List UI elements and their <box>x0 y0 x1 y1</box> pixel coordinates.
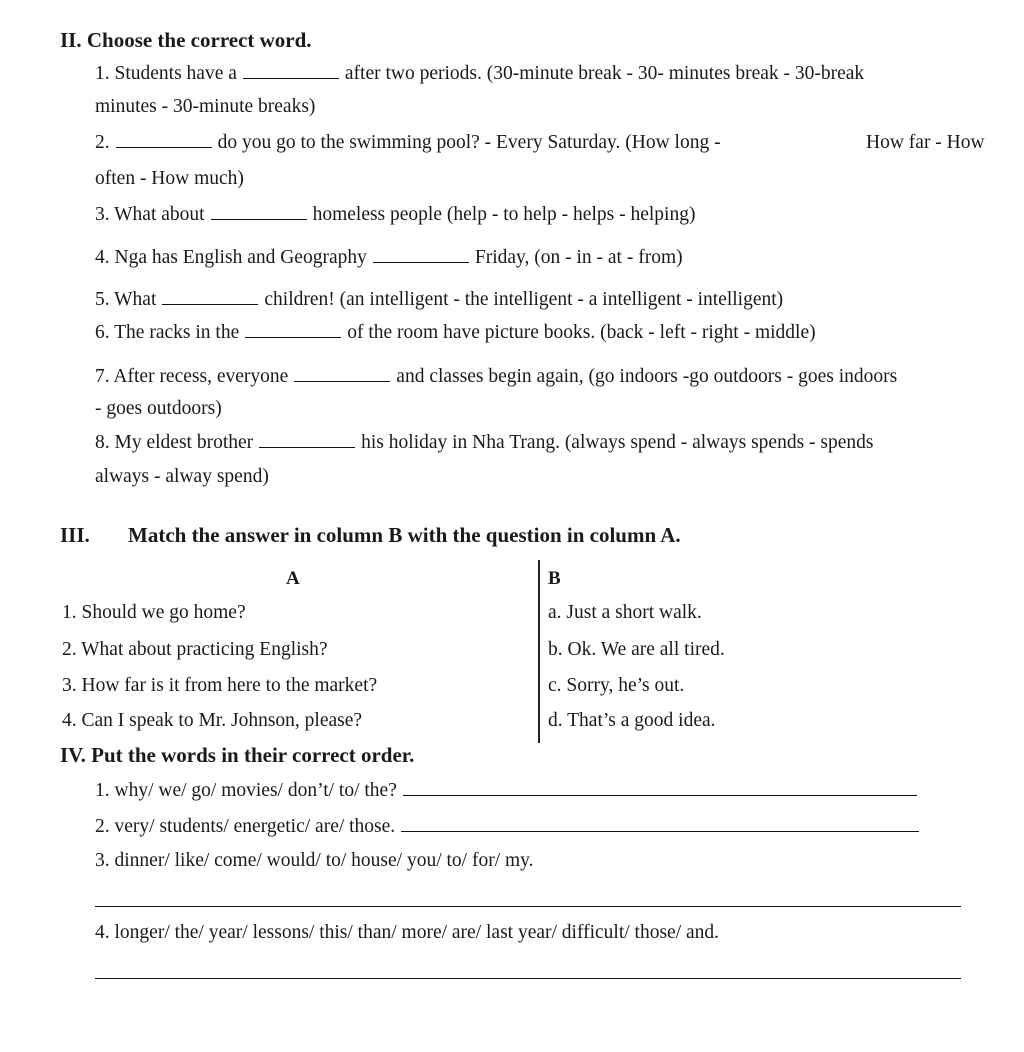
question-1-line-1 <box>95 63 864 85</box>
question-8-start: 8. My eldest brother <box>95 432 254 453</box>
question-5-end: children! (an intelligent - the intelligent - a intelligent - intelligent) <box>264 289 784 310</box>
question-6-start: 6. The racks in the <box>95 322 240 343</box>
question-4-start: 4. Nga has English and Geography <box>95 247 367 268</box>
question-4 <box>95 247 683 269</box>
question-2-text: do you go to the swimming pool? - Every Saturday. (How long - <box>217 132 721 153</box>
question-3-start: 3. What about <box>95 204 205 225</box>
answer-blank-4[interactable] <box>373 261 469 263</box>
column-b-item: a. Just a short walk. <box>548 602 702 623</box>
question-6 <box>95 322 816 344</box>
column-b-item: c. Sorry, he’s out. <box>548 675 685 696</box>
reorder-words-2: 2. very/ students/ energetic/ are/ those. <box>95 816 396 837</box>
reorder-item-3: 3. dinner/ like/ come/ would/ to/ house/ you/ to/ for/ my. <box>95 850 534 871</box>
question-2-number: 2. <box>95 132 110 153</box>
answer-line-3[interactable] <box>95 906 961 907</box>
question-2-line-2: often - How much) <box>95 168 244 189</box>
column-a-item: 2. What about practicing English? <box>62 639 328 660</box>
answer-blank-6[interactable] <box>245 336 341 338</box>
column-a-item: 3. How far is it from here to the market? <box>62 675 378 696</box>
question-2-line-1 <box>95 132 721 154</box>
column-b-item: b. Ok. We are all tired. <box>548 639 725 660</box>
question-4-end: Friday, (on - in - at - from) <box>474 247 683 268</box>
question-1-end: after two periods. (30-minute break - 30- minutes break - 30-break <box>344 63 865 84</box>
answer-line-2[interactable] <box>401 830 919 832</box>
question-8-end: his holiday in Nha Trang. (always spend - always spends - spends <box>361 432 874 453</box>
question-7-start: 7. After recess, everyone <box>95 366 289 387</box>
answer-blank-2[interactable] <box>116 146 212 148</box>
section-3-number: III. <box>60 523 90 547</box>
answer-blank-7[interactable] <box>294 380 390 382</box>
question-8-line-1 <box>95 432 874 454</box>
column-b-item: d. That’s a good idea. <box>548 710 716 731</box>
question-3 <box>95 204 695 226</box>
question-3-end: homeless people (help - to help - helps - helping) <box>312 204 696 225</box>
question-7-line-1 <box>95 366 897 388</box>
question-7-end: and classes begin again, (go indoors -go outdoors - goes indoors <box>396 366 898 387</box>
section-4-heading: IV. Put the words in their correct order. <box>60 743 415 767</box>
question-5-start: 5. What <box>95 289 157 310</box>
answer-line-1[interactable] <box>403 794 917 796</box>
section-2-heading: II. Choose the correct word. <box>60 28 312 52</box>
reorder-words-1: 1. why/ we/ go/ movies/ don’t/ to/ the? <box>95 780 397 801</box>
answer-blank-8[interactable] <box>259 446 355 448</box>
question-2-options-end: How far - How <box>866 132 985 153</box>
question-1-start: 1. Students have a <box>95 63 237 84</box>
question-7-line-2: - goes outdoors) <box>95 398 222 419</box>
reorder-item-2 <box>95 816 919 838</box>
answer-blank-3[interactable] <box>211 218 307 220</box>
question-1-line-2: minutes - 30-minute breaks) <box>95 96 316 117</box>
answer-line-4[interactable] <box>95 978 961 979</box>
column-divider <box>538 560 540 743</box>
question-8-line-2: always - alway spend) <box>95 466 269 487</box>
column-a-item: 1. Should we go home? <box>62 602 246 623</box>
answer-blank-5[interactable] <box>162 303 258 305</box>
column-a-header: A <box>286 568 300 589</box>
column-a-item: 4. Can I speak to Mr. Johnson, please? <box>62 710 363 731</box>
question-6-end: of the room have picture books. (back - left - right - middle) <box>347 322 816 343</box>
reorder-item-1 <box>95 780 917 802</box>
section-3-heading: Match the answer in column B with the question in column A. <box>128 523 681 547</box>
reorder-item-4: 4. longer/ the/ year/ lessons/ this/ than/ more/ are/ last year/ difficult/ those/ and. <box>95 922 720 943</box>
answer-blank-1[interactable] <box>243 77 339 79</box>
column-b-header: B <box>548 568 561 589</box>
question-5 <box>95 289 783 311</box>
